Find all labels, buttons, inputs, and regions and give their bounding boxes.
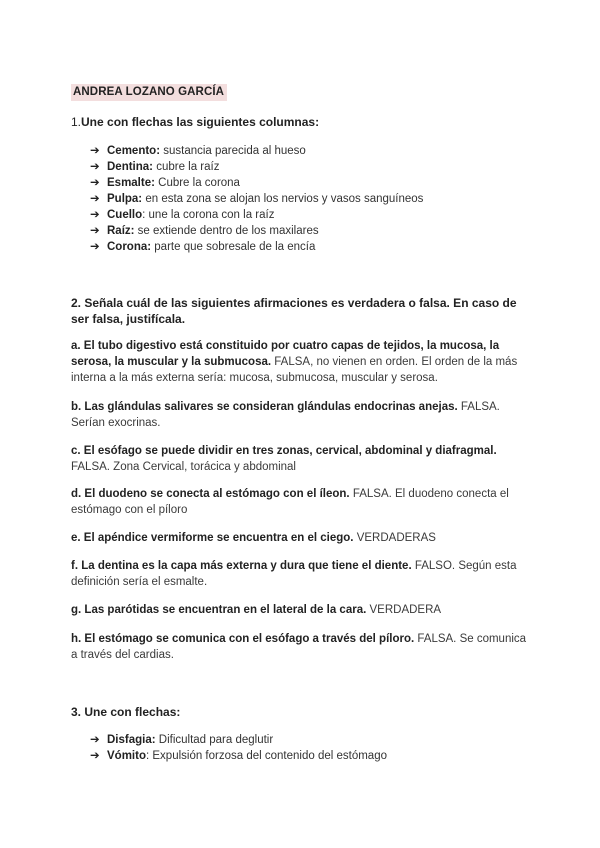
statement-g [71,602,531,618]
list-item [90,223,423,239]
statement-h [71,631,531,663]
list-item-term: Vómito [107,750,146,762]
right-arrow-icon: ➔ [90,750,100,762]
statement-answer: VERDADERAS [353,532,436,544]
list-item [90,748,387,764]
question-1-title [71,114,531,130]
statement-text: a. El tubo digestivo está constituido por cuatro capas de tejidos, la mucosa, la serosa, la muscular y la submucosa. [71,340,500,368]
right-arrow-icon: ➔ [90,145,100,157]
statement-a [71,338,531,386]
list-item [90,159,423,175]
statement-e [71,530,531,546]
statement-answer: VERDADERA [366,604,442,616]
list-item-desc: Cubre la corona [154,177,240,189]
list-item-desc: en esta zona se alojan los nervios y vasos sanguíneos [142,193,424,205]
list-item-term: Cemento: [107,145,161,157]
question-2-title: 2. Señala cuál de las siguientes afirmaciones es verdadera o falsa. En caso de ser falsa, justifícala. [71,296,517,326]
list-item [90,732,387,748]
right-arrow-icon: ➔ [90,225,100,237]
author-name: ANDREA LOZANO GARCÍA [71,84,227,101]
statement-answer: FALSO. Según esta definición sería el esmalte. [71,560,517,588]
question-1-list [90,143,423,255]
statement-text: g. Las parótidas se encuentran en el lateral de la cara. [71,604,367,616]
list-item-desc: cubre la raíz [153,161,220,173]
list-item-desc: sustancia parecida al hueso [160,145,306,157]
list-item [90,207,423,223]
statement-text: c. El esófago se puede dividir en tres zonas, cervical, abdominal y diafragmal. [71,445,497,457]
list-item-desc: se extiende dentro de los maxilares [134,225,319,237]
list-item-term: Corona: [107,241,152,253]
list-item [90,175,423,191]
statement-b [71,399,531,431]
statement-text: f. La dentina es la capa más externa y dura que tiene el diente. [71,560,412,572]
statement-answer: FALSA. El duodeno conecta el estómago con el píloro [71,488,509,516]
list-item [90,239,423,255]
right-arrow-icon: ➔ [90,177,100,189]
statement-answer: FALSA. Zona Cervical, torácica y abdominal [71,461,296,473]
list-item-desc: Dificultad para deglutir [155,734,274,746]
right-arrow-icon: ➔ [90,161,100,173]
statement-text: d. El duodeno se conecta al estómago con el íleon. [71,488,350,500]
question-3-title: 3. Une con flechas: [71,705,181,719]
statement-text: h. El estómago se comunica con el esófago a través del píloro. [71,633,415,645]
question-1-text: Une con flechas las siguientes columnas: [81,115,320,129]
statement-f [71,558,531,590]
statement-answer: FALSA. Serían exocrinas. [71,401,500,429]
list-item [90,143,423,159]
statement-answer: FALSA. Se comunica a través del cardias. [71,633,527,661]
question-1-number: 1. [71,115,82,129]
right-arrow-icon: ➔ [90,734,100,746]
list-item-term: Dentina: [107,161,153,173]
statement-answer: FALSA, no vienen en orden. El orden de la más interna a la más externa sería: mucosa, submucosa, muscular y serosa. [71,356,518,384]
list-item-term: Cuello [107,209,143,221]
list-item-desc: : une la corona con la raíz [142,209,275,221]
right-arrow-icon: ➔ [90,193,100,205]
statement-text: e. El apéndice vermiforme se encuentra en el ciego. [71,532,354,544]
list-item-term: Esmalte: [107,177,155,189]
list-item-desc: : Expulsión forzosa del contenido del estómago [145,750,387,762]
list-item-desc: parte que sobresale de la encía [151,241,316,253]
list-item-term: Raíz: [107,225,135,237]
right-arrow-icon: ➔ [90,209,100,221]
question-3-list [90,732,387,764]
statement-text: b. Las glándulas salivares se consideran glándulas endocrinas anejas. [71,401,458,413]
statement-d [71,486,531,518]
list-item [90,191,423,207]
right-arrow-icon: ➔ [90,241,100,253]
list-item-term: Disfagia: [107,734,156,746]
list-item-term: Pulpa: [107,193,143,205]
statement-c [71,443,531,475]
